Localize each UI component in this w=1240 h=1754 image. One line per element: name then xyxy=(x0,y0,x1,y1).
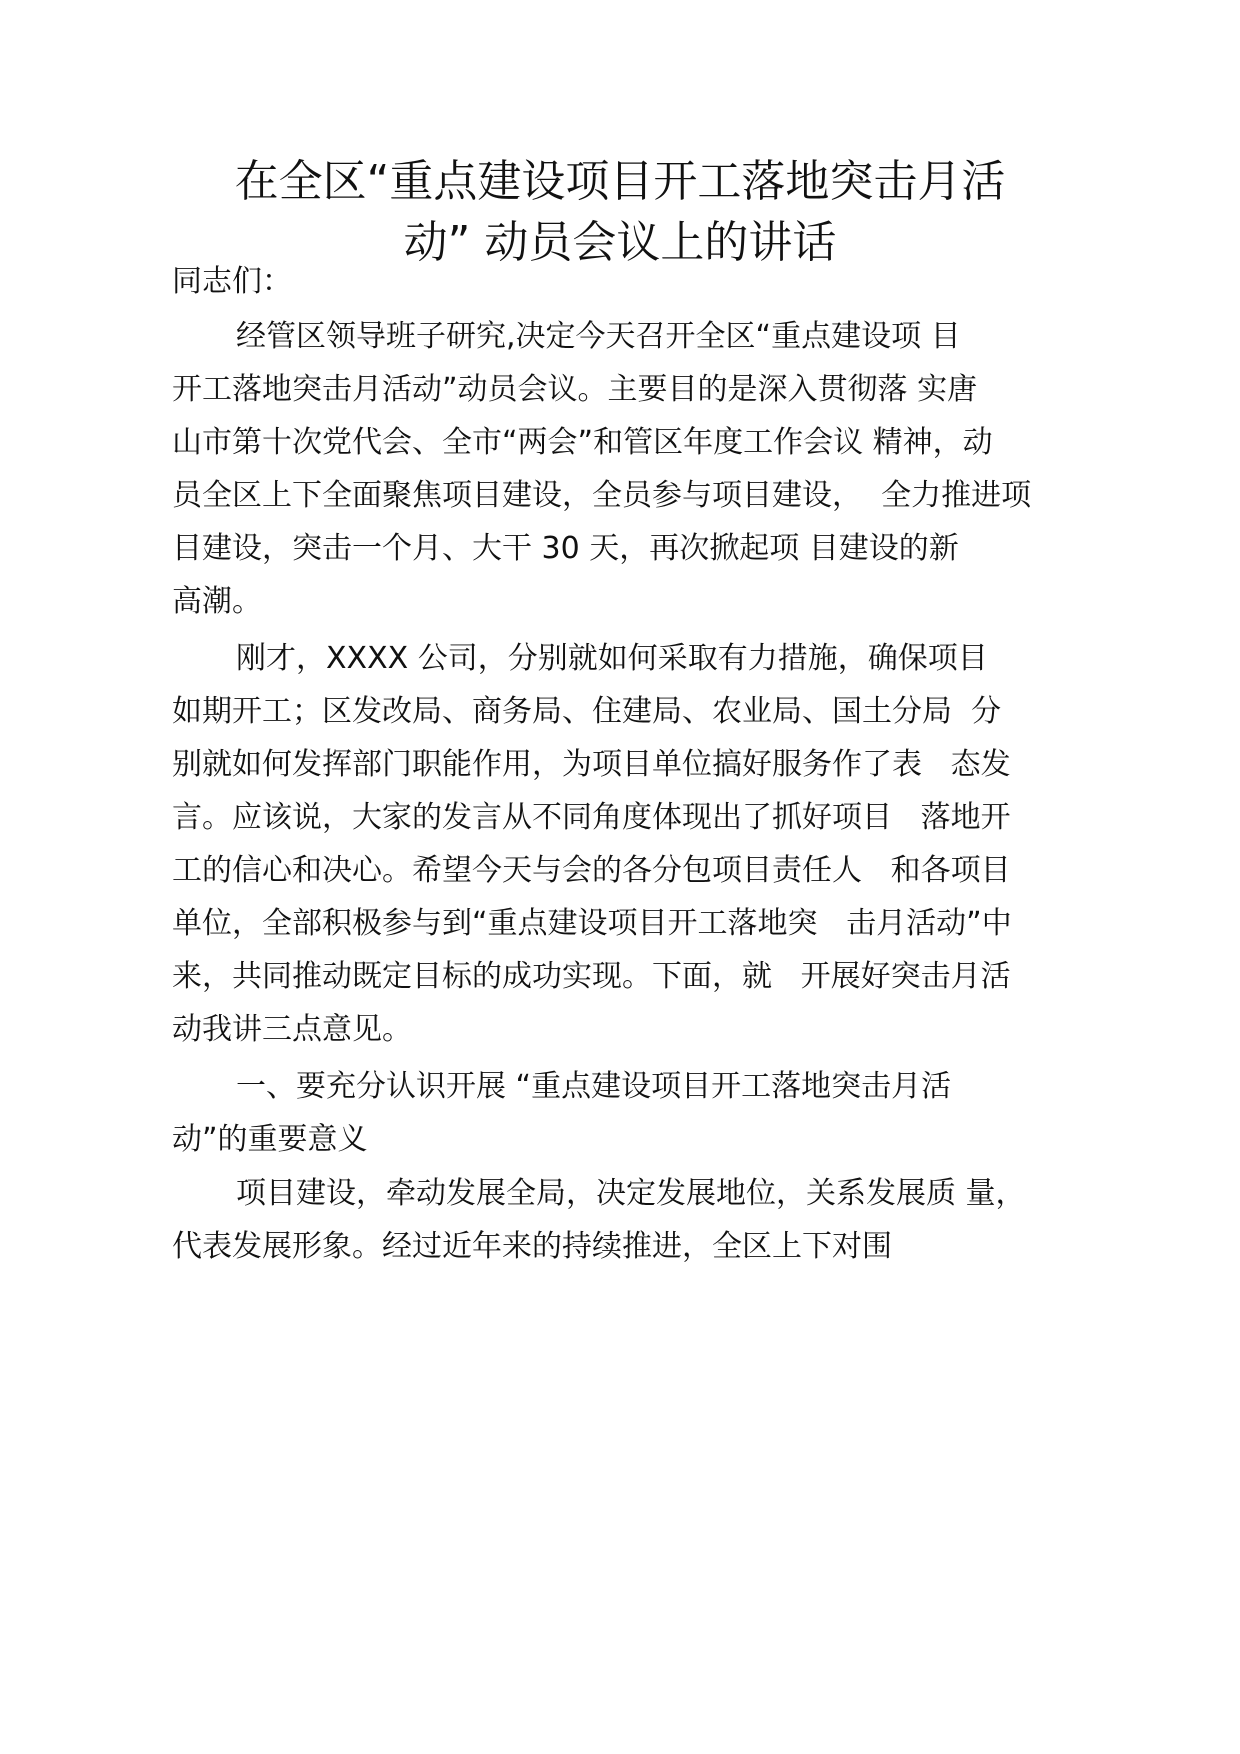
paragraph-line: 别就如何发挥部门职能作用，为项目单位搞好服务作了表 态发 xyxy=(172,747,1011,782)
paragraph-line: 单位，全部积极参与到“重点建设项目开工落地突 击月活动”中 xyxy=(172,906,1012,941)
salutation: 同志们： xyxy=(172,264,292,299)
section-heading: 一、要充分认识开展 “重点建设项目开工落地突击月活 xyxy=(236,1069,952,1104)
paragraph-line: 工的信心和决心。希望今天与会的各分包项目责任人 和各项目 xyxy=(172,853,1011,888)
paragraph-line: 山市第十次党代会、全市“两会”和管区年度工作会议 精神，动 xyxy=(172,425,993,460)
paragraph-line: 来，共同推动既定目标的成功实现。下面，就 开展好突击月活 xyxy=(172,959,1011,994)
paragraph-line: 动我讲三点意见。 xyxy=(172,1012,412,1047)
document-title-line-2: 动” 动员会议上的讲话 xyxy=(403,217,837,268)
paragraph-line: 言。应该说，大家的发言从不同角度体现出了抓好项目 落地开 xyxy=(172,800,1011,835)
paragraph-line: 项目建设，牵动发展全局，决定发展地位，关系发展质 量， xyxy=(236,1176,1026,1211)
section-heading: 动”的重要意义 xyxy=(172,1122,368,1157)
paragraph-line: 刚才，XXXX 公司，分别就如何采取有力措施，确保项目 xyxy=(236,641,988,676)
paragraph-line: 代表发展形象。经过近年来的持续推进，全区上下对围 xyxy=(172,1229,892,1264)
paragraph-line: 经管区领导班子研究,决定今天召开全区“重点建设项 目 xyxy=(236,319,961,354)
paragraph-line: 高潮。 xyxy=(172,584,262,619)
paragraph-line: 目建设，突击一个月、大干 30 天，再次掀起项 目建设的新 xyxy=(172,531,959,566)
paragraph-line: 员全区上下全面聚焦项目建设，全员参与项目建设， 全力推进项 xyxy=(172,478,1032,513)
paragraph-line: 如期开工；区发改局、商务局、住建局、农业局、国土分局 分 xyxy=(172,694,1002,729)
paragraph-line: 开工落地突击月活动”动员会议。主要目的是深入贯彻落 实唐 xyxy=(172,372,978,407)
document-title-line-1: 在全区“重点建设项目开工落地突击月活 xyxy=(234,156,1006,207)
